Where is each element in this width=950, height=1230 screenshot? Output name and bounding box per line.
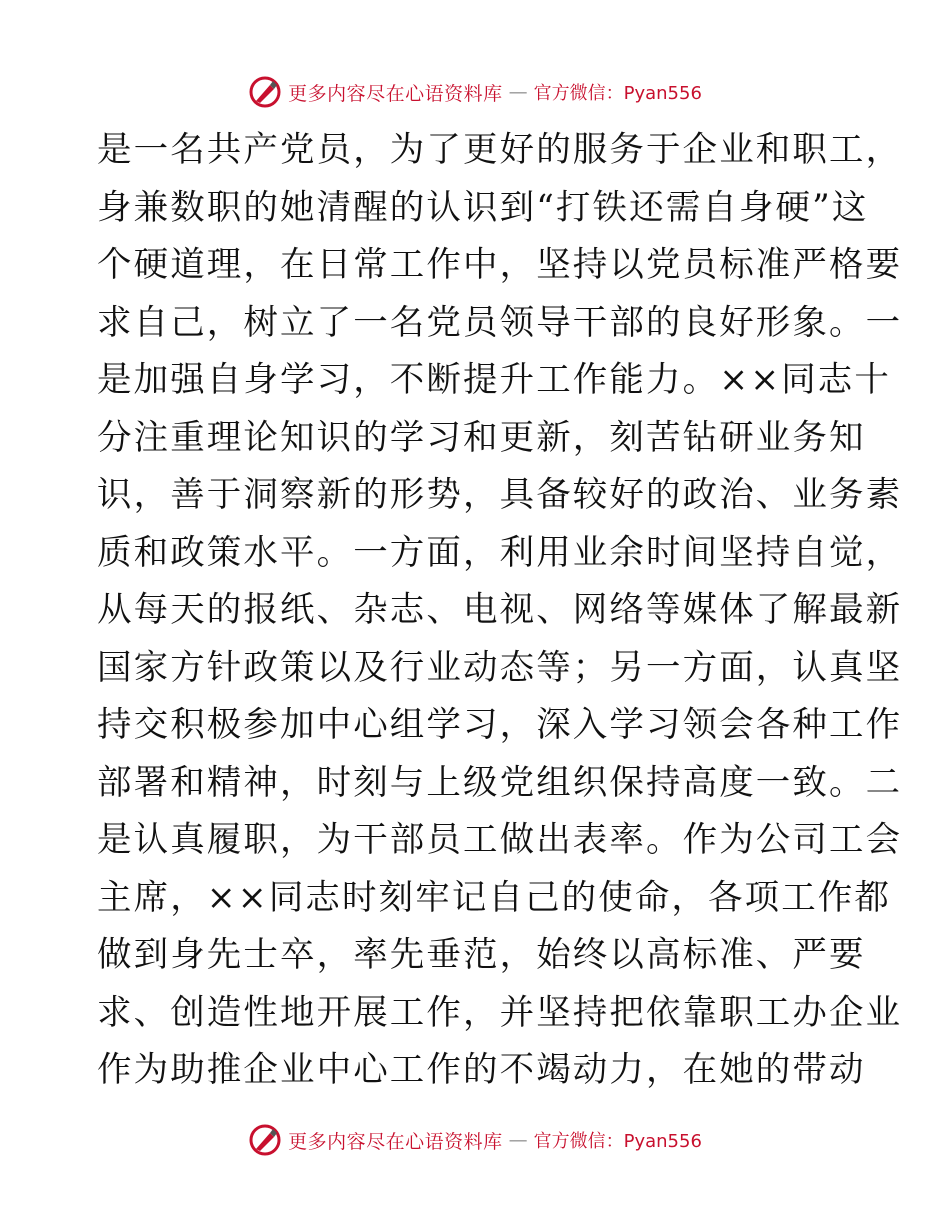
header-watermark xyxy=(0,70,950,114)
text-line: 分注重理论知识的学习和更新，刻苦钻研业务知 xyxy=(97,417,866,458)
pen-logo-icon xyxy=(248,1123,282,1157)
text-line: 做到身先士卒，率先垂范，始终以高标准、严要 xyxy=(97,935,866,975)
text-line: 国家方针政策以及行业动态等；另一方面，认真坚 xyxy=(97,647,903,688)
text-line: 是加强自身学习，不断提升工作能力。××同志十 xyxy=(97,360,892,400)
text-line: 求、创造性地开展工作，并坚持把依靠职工办企业 xyxy=(97,992,903,1033)
watermark-contact: 官方微信：Pyan556 xyxy=(533,1131,702,1152)
text-line: 主席，××同志时刻牢记自己的使命，各项工作都 xyxy=(97,877,892,918)
pen-logo-icon xyxy=(248,75,282,109)
watermark-contact: 官方微信：Pyan556 xyxy=(533,83,702,104)
text-line: 识，善于洞察新的形势，具备较好的政治、业务素 xyxy=(97,475,903,515)
watermark-text: 更多内容尽在心语资料库 xyxy=(288,82,503,105)
text-line: 作为助推企业中心工作的不竭动力，在她的带动 xyxy=(97,1050,866,1090)
text-line: 持交积极参加中心组学习，深入学习领会各种工作 xyxy=(97,705,903,745)
text-line: 质和政策水平。一方面，利用业余时间坚持自觉， xyxy=(97,532,903,573)
text-line: 从每天的报纸、杂志、电视、网络等媒体了解最新 xyxy=(97,590,903,630)
text-line: 身兼数职的她清醒的认识到“打铁还需自身硬”这 xyxy=(97,187,869,228)
text-line: 是认真履职，为干部员工做出表率。作为公司工会 xyxy=(97,820,903,860)
text-line: 个硬道理，在日常工作中，坚持以党员标准严格要 xyxy=(97,245,903,285)
watermark-separator: — xyxy=(508,1129,528,1151)
watermark-text: 更多内容尽在心语资料库 xyxy=(288,1130,503,1153)
text-line: 是一名共产党员，为了更好的服务于企业和职工， xyxy=(97,130,903,170)
document-body xyxy=(97,122,903,1100)
footer-watermark xyxy=(0,1118,950,1162)
text-line: 求自己，树立了一名党员领导干部的良好形象。一 xyxy=(97,302,903,343)
watermark-separator: — xyxy=(508,81,528,103)
text-line: 部署和精神，时刻与上级党组织保持高度一致。二 xyxy=(97,762,903,803)
